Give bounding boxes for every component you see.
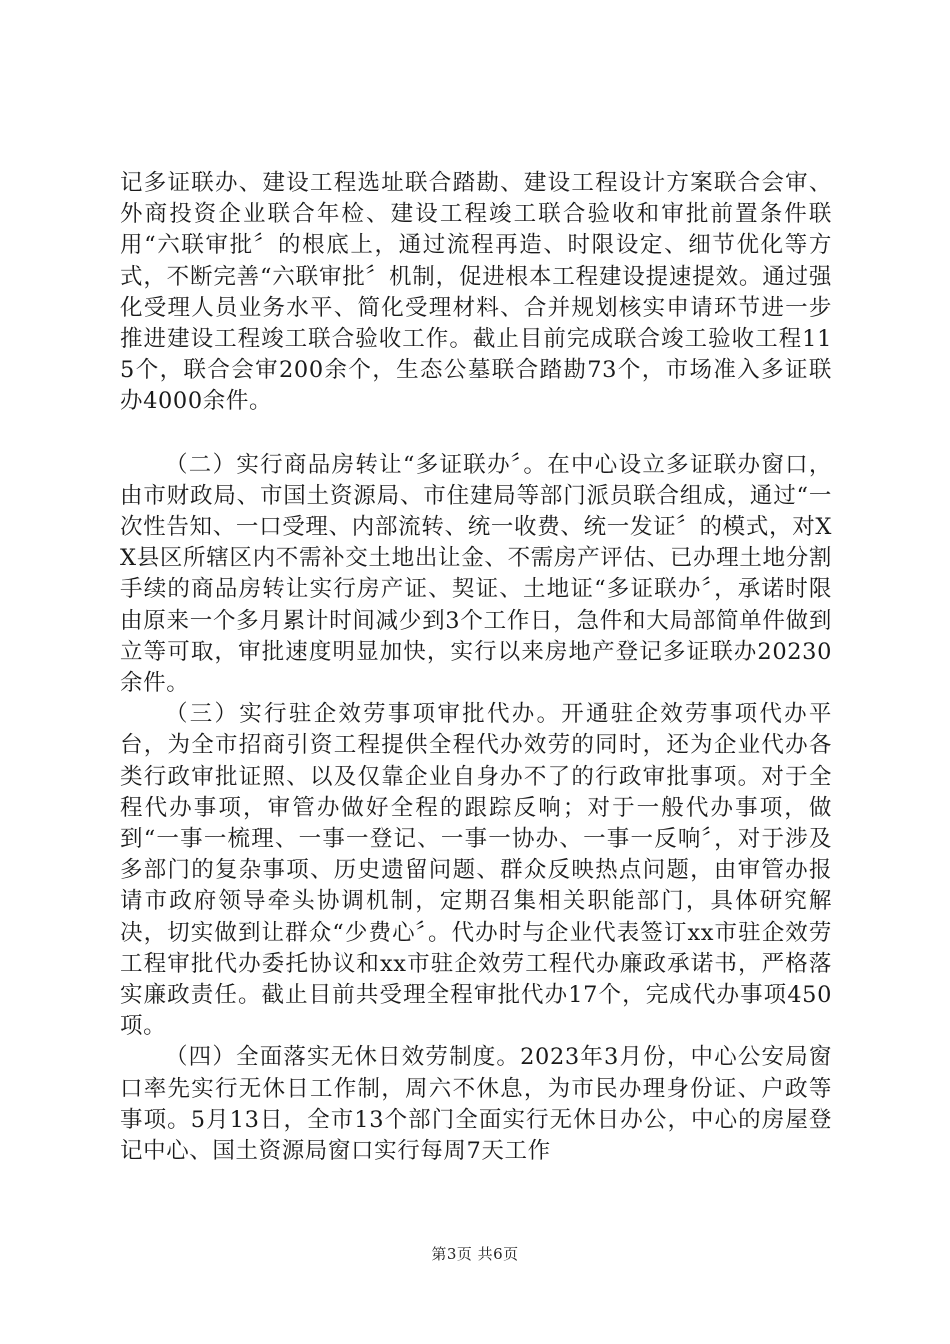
page-footer: 第3页 共6页 — [431, 1245, 519, 1263]
paragraph-section-3: （三）实行驻企效劳事项审批代办。开通驻企效劳事项代办平台，为全市招商引资工程提供全程代办效劳的同时，还为企业代办各类行政审批证照、以及仅靠企业自身办不了的行政审批事项。对于全程代办事项，审管办做好全程的跟踪反响；对于一般代办事项，做到“一事一梳理、一事一登记、一事一协办、一事一反响〞，对于涉及多部门的复杂事项、历史遗留问题、群众反映热点问题，由审管办报请市政府领导牵头协调机制，定期召集相关职能部门，具体研究解决，切实做到让群众“少费心〞。代办时与企业代表签订xx市驻企效劳工程审批代办委托协议和xx市驻企效劳工程代办廉政承诺书，严格落实廉政责任。截止目前共受理全程审批代办17个，完成代办事项450项。 — [120, 701, 832, 1040]
paragraph-section-4: （四）全面落实无休日效劳制度。2023年3月份，中心公安局窗口率先实行无休日工作制，周六不休息，为市民办理身份证、户政等事项。5月13日，全市13个部门全面实行无休日办公，中心的房屋登记中心、国土资源局窗口实行每周7天工作 — [120, 1044, 832, 1165]
paragraph-continuation: 记多证联办、建设工程选址联合踏勘、建设工程设计方案联合会审、外商投资企业联合年检、建设工程竣工联合验收和审批前置条件联用“六联审批〞的根底上，通过流程再造、时限设定、细节优化等方式，不断完善“六联审批〞机制，促进根本工程建设提速提效。通过强化受理人员业务水平、简化受理材料、合并规划核实申请环节进一步推进建设工程竣工联合验收工作。截止目前完成联合竣工验收工程115个，联合会审200余个，生态公墓联合踏勘73个，市场准入多证联办4000余件。 — [120, 170, 832, 415]
paragraph-section-2: （二）实行商品房转让“多证联办〞。在中心设立多证联办窗口，由市财政局、市国土资源局、市住建局等部门派员联合组成，通过“一次性告知、一口受理、内部流转、统一收费、统一发证〞的模式，对XX县区所辖区内不需补交土地出让金、不需房产评估、已办理土地分割手续的商品房转让实行房产证、契证、土地证“多证联办〞，承诺时限由原来一个多月累计时间减少到3个工作日，急件和大局部简单件做到立等可取，审批速度明显加快，实行以来房地产登记多证联办20230余件。 — [120, 451, 832, 697]
document-body — [120, 168, 832, 1167]
